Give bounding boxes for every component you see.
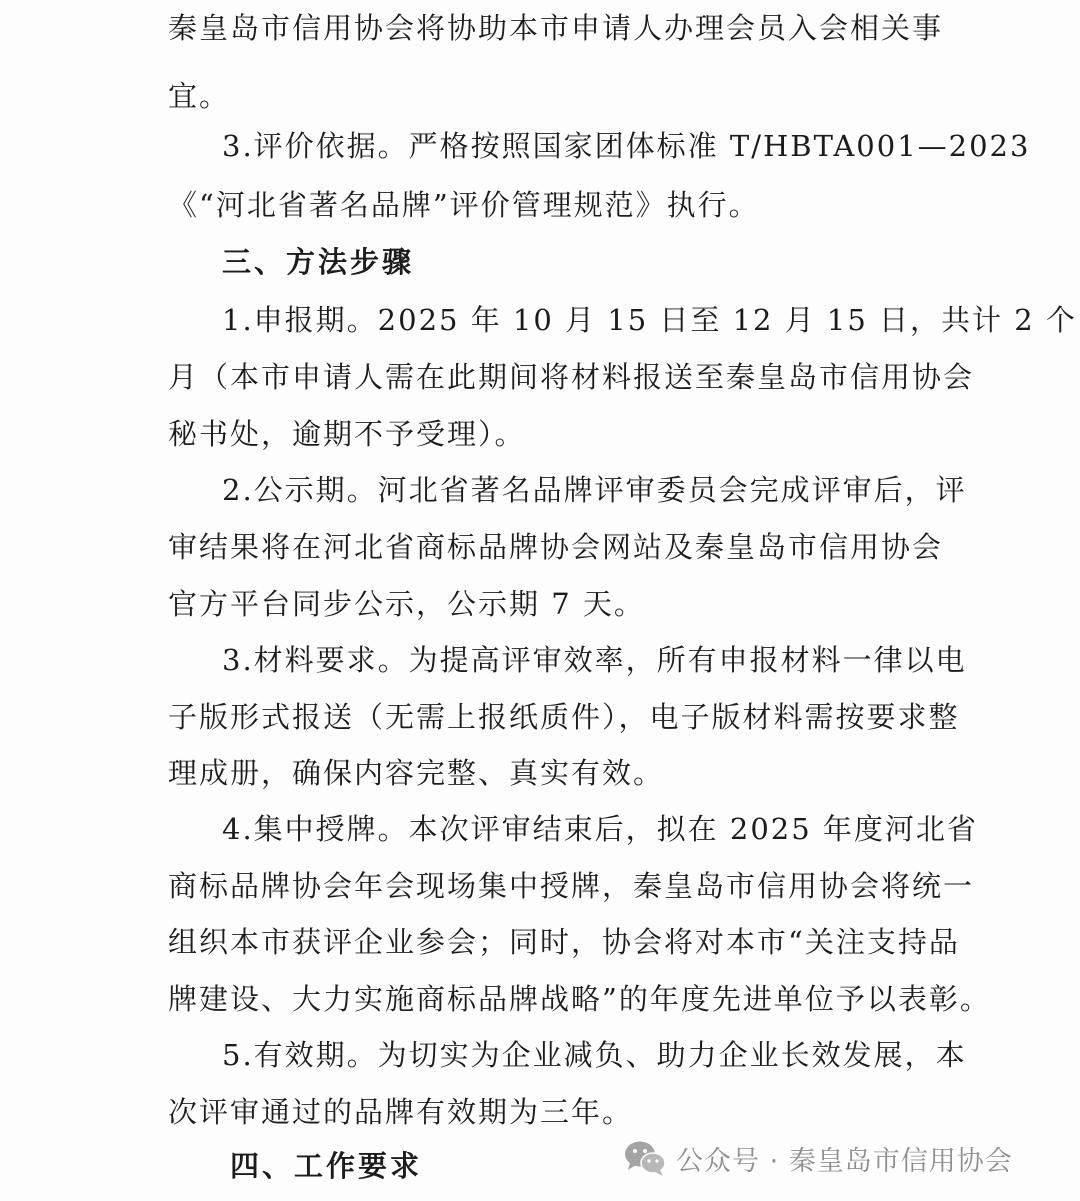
text-line: 宜。 <box>168 79 231 113</box>
text-line: 5.有效期。为切实为企业减负、助力企业长效发展，本 <box>222 1038 967 1072</box>
text-line: 3.评价依据。严格按照国家团体标准 T/HBTA001—2023 <box>222 129 1031 163</box>
text-line: 理成册，确保内容完整、真实有效。 <box>168 756 665 790</box>
section-heading: 三、方法步骤 <box>222 245 415 279</box>
text-line: 审结果将在河北省商标品牌协会网站及秦皇岛市信用协会 <box>168 530 944 564</box>
text-line: 《“河北省著名品牌”评价管理规范》执行。 <box>168 188 760 222</box>
text-line: 秘书处，逾期不予受理）。 <box>168 417 526 451</box>
text-line: 秦皇岛市信用协会将协助本市申请人办理会员入会相关事 <box>168 11 944 45</box>
text-line: 商标品牌协会年会现场集中授牌，秦皇岛市信用协会将统一 <box>168 869 975 903</box>
text-line: 4.集中授牌。本次评审结束后，拟在 2025 年度河北省 <box>222 812 978 846</box>
section-heading: 四、工作要求 <box>230 1149 423 1183</box>
text-line: 组织本市获评企业参会；同时，协会将对本市“关注支持品 <box>168 925 960 959</box>
text-line: 官方平台同步公示，公示期 7 天。 <box>168 587 645 621</box>
text-line: 次评审通过的品牌有效期为三年。 <box>168 1095 634 1129</box>
text-line: 子版形式报送（无需上报纸质件），电子版材料需按要求整 <box>168 700 960 734</box>
text-line: 3.材料要求。为提高评审效率，所有申报材料一律以电 <box>222 643 967 677</box>
text-line: 1.申报期。2025 年 10 月 15 日至 12 月 15 日，共计 2 个 <box>222 303 1077 337</box>
watermark-text: 公众号 · 秦皇岛市信用协会 <box>676 1145 1013 1177</box>
text-line: 牌建设、大力实施商标品牌战略”的年度先进单位予以表彰。 <box>168 982 991 1016</box>
wechat-icon <box>622 1138 668 1178</box>
text-line: 月（本市申请人需在此期间将材料报送至秦皇岛市信用协会 <box>168 360 975 394</box>
watermark <box>622 1136 1013 1180</box>
text-line: 2.公示期。河北省著名品牌评审委员会完成评审后，评 <box>222 473 967 507</box>
